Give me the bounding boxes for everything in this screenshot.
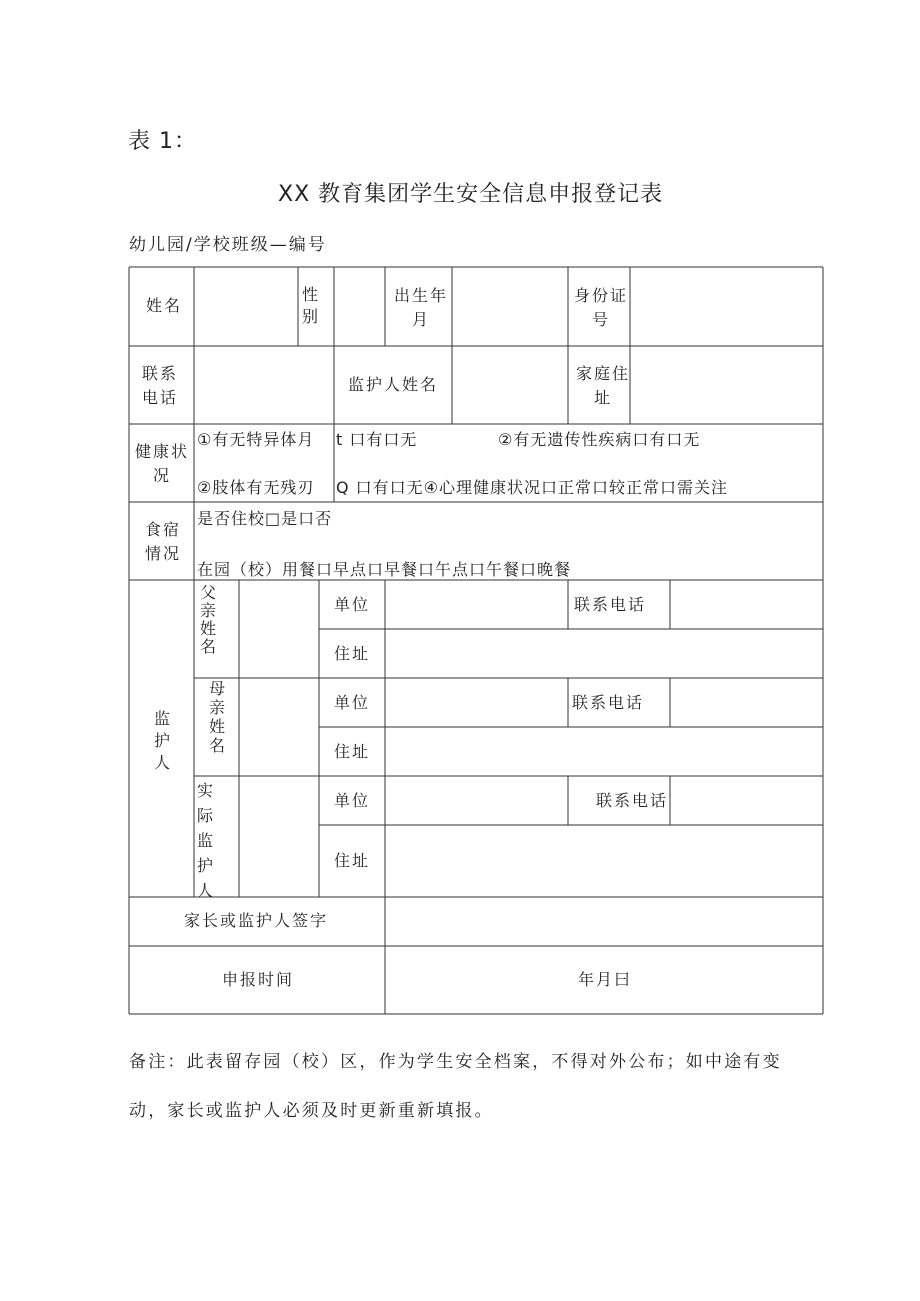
mother-phone-label: 联系电话 bbox=[572, 693, 645, 712]
guardian-name-field[interactable] bbox=[453, 347, 567, 423]
form-subtitle: 幼儿园/学校班级—编号 bbox=[129, 235, 327, 255]
gender-field[interactable] bbox=[335, 268, 384, 345]
health-label: 健康状况 bbox=[135, 442, 190, 485]
birth-field[interactable] bbox=[453, 268, 567, 345]
actual-address-field[interactable] bbox=[386, 826, 822, 896]
father-phone-label: 联系电话 bbox=[574, 595, 647, 614]
report-date-value[interactable]: 年月曰 bbox=[578, 970, 633, 989]
food-label: 食宿情况 bbox=[145, 520, 182, 563]
name-field[interactable] bbox=[195, 268, 297, 345]
birth-label: 出生年月 bbox=[393, 286, 448, 329]
mother-unit-field[interactable] bbox=[386, 679, 567, 726]
actual-unit-label: 单位 bbox=[334, 791, 371, 810]
home-address-field[interactable] bbox=[631, 347, 822, 423]
name-label: 姓名 bbox=[146, 296, 183, 315]
mother-phone-field[interactable] bbox=[671, 679, 822, 726]
mother-address-field[interactable] bbox=[386, 728, 822, 775]
father-unit-label: 单位 bbox=[334, 595, 371, 614]
form-title: XX 教育集团学生安全信息申报登记表 bbox=[278, 182, 664, 207]
guardian-name-label: 监护人姓名 bbox=[348, 375, 439, 394]
father-name-field[interactable] bbox=[240, 581, 318, 677]
phone-field[interactable] bbox=[195, 347, 333, 423]
mother-unit-label: 单位 bbox=[334, 693, 371, 712]
home-address-label: 家庭住址 bbox=[575, 364, 630, 407]
id-card-field[interactable] bbox=[631, 268, 822, 345]
health-line1a: ①有无特异体月 bbox=[197, 430, 315, 449]
health-line1b: t 口有口无 bbox=[336, 430, 418, 449]
phone-label: 联系电话 bbox=[142, 364, 179, 407]
food-line1: 是否住校□是口否 bbox=[197, 509, 333, 528]
actual-guardian-field[interactable] bbox=[240, 777, 318, 896]
id-card-label: 身份证号 bbox=[573, 286, 628, 329]
father-address-field[interactable] bbox=[386, 630, 822, 677]
note-line2: 动，家长或监护人必须及时更新重新填报。 bbox=[129, 1101, 494, 1121]
food-line2: 在园（校）用餐口早点口早餐口午点口午餐口晚餐 bbox=[197, 560, 572, 579]
father-name-label: 父亲姓名 bbox=[200, 583, 217, 656]
actual-phone-field[interactable] bbox=[671, 777, 822, 824]
health-line2a: ②肢体有无残刃 bbox=[197, 478, 315, 497]
actual-unit-field[interactable] bbox=[386, 777, 567, 824]
gender-label: 性别 bbox=[302, 285, 319, 326]
actual-guardian-label: 实际监护人 bbox=[197, 781, 220, 900]
guardian-label: 监护人 bbox=[154, 709, 171, 772]
mother-address-label: 住址 bbox=[334, 742, 371, 761]
table-number: 表 1： bbox=[128, 129, 197, 154]
actual-address-label: 住址 bbox=[334, 851, 371, 870]
father-address-label: 住址 bbox=[334, 644, 371, 663]
father-unit-field[interactable] bbox=[386, 581, 567, 628]
note-line1: 备注：此表留存园（校）区，作为学生安全档案，不得对外公布；如中途有变 bbox=[129, 1052, 782, 1072]
mother-name-field[interactable] bbox=[240, 679, 318, 775]
report-time-label: 申报时间 bbox=[222, 970, 295, 989]
health-line2b: Q 口有口无④心理健康状况口正常口较正常口需关注 bbox=[336, 478, 729, 497]
health-line1c: ②有无遗传性疾病口有口无 bbox=[498, 430, 701, 449]
mother-name-label: 母亲姓名 bbox=[209, 679, 226, 755]
signature-field[interactable] bbox=[386, 898, 822, 945]
father-phone-field[interactable] bbox=[671, 581, 822, 628]
actual-phone-label: 联系电话 bbox=[596, 791, 669, 810]
signature-label: 家长或监护人签字 bbox=[184, 911, 329, 930]
